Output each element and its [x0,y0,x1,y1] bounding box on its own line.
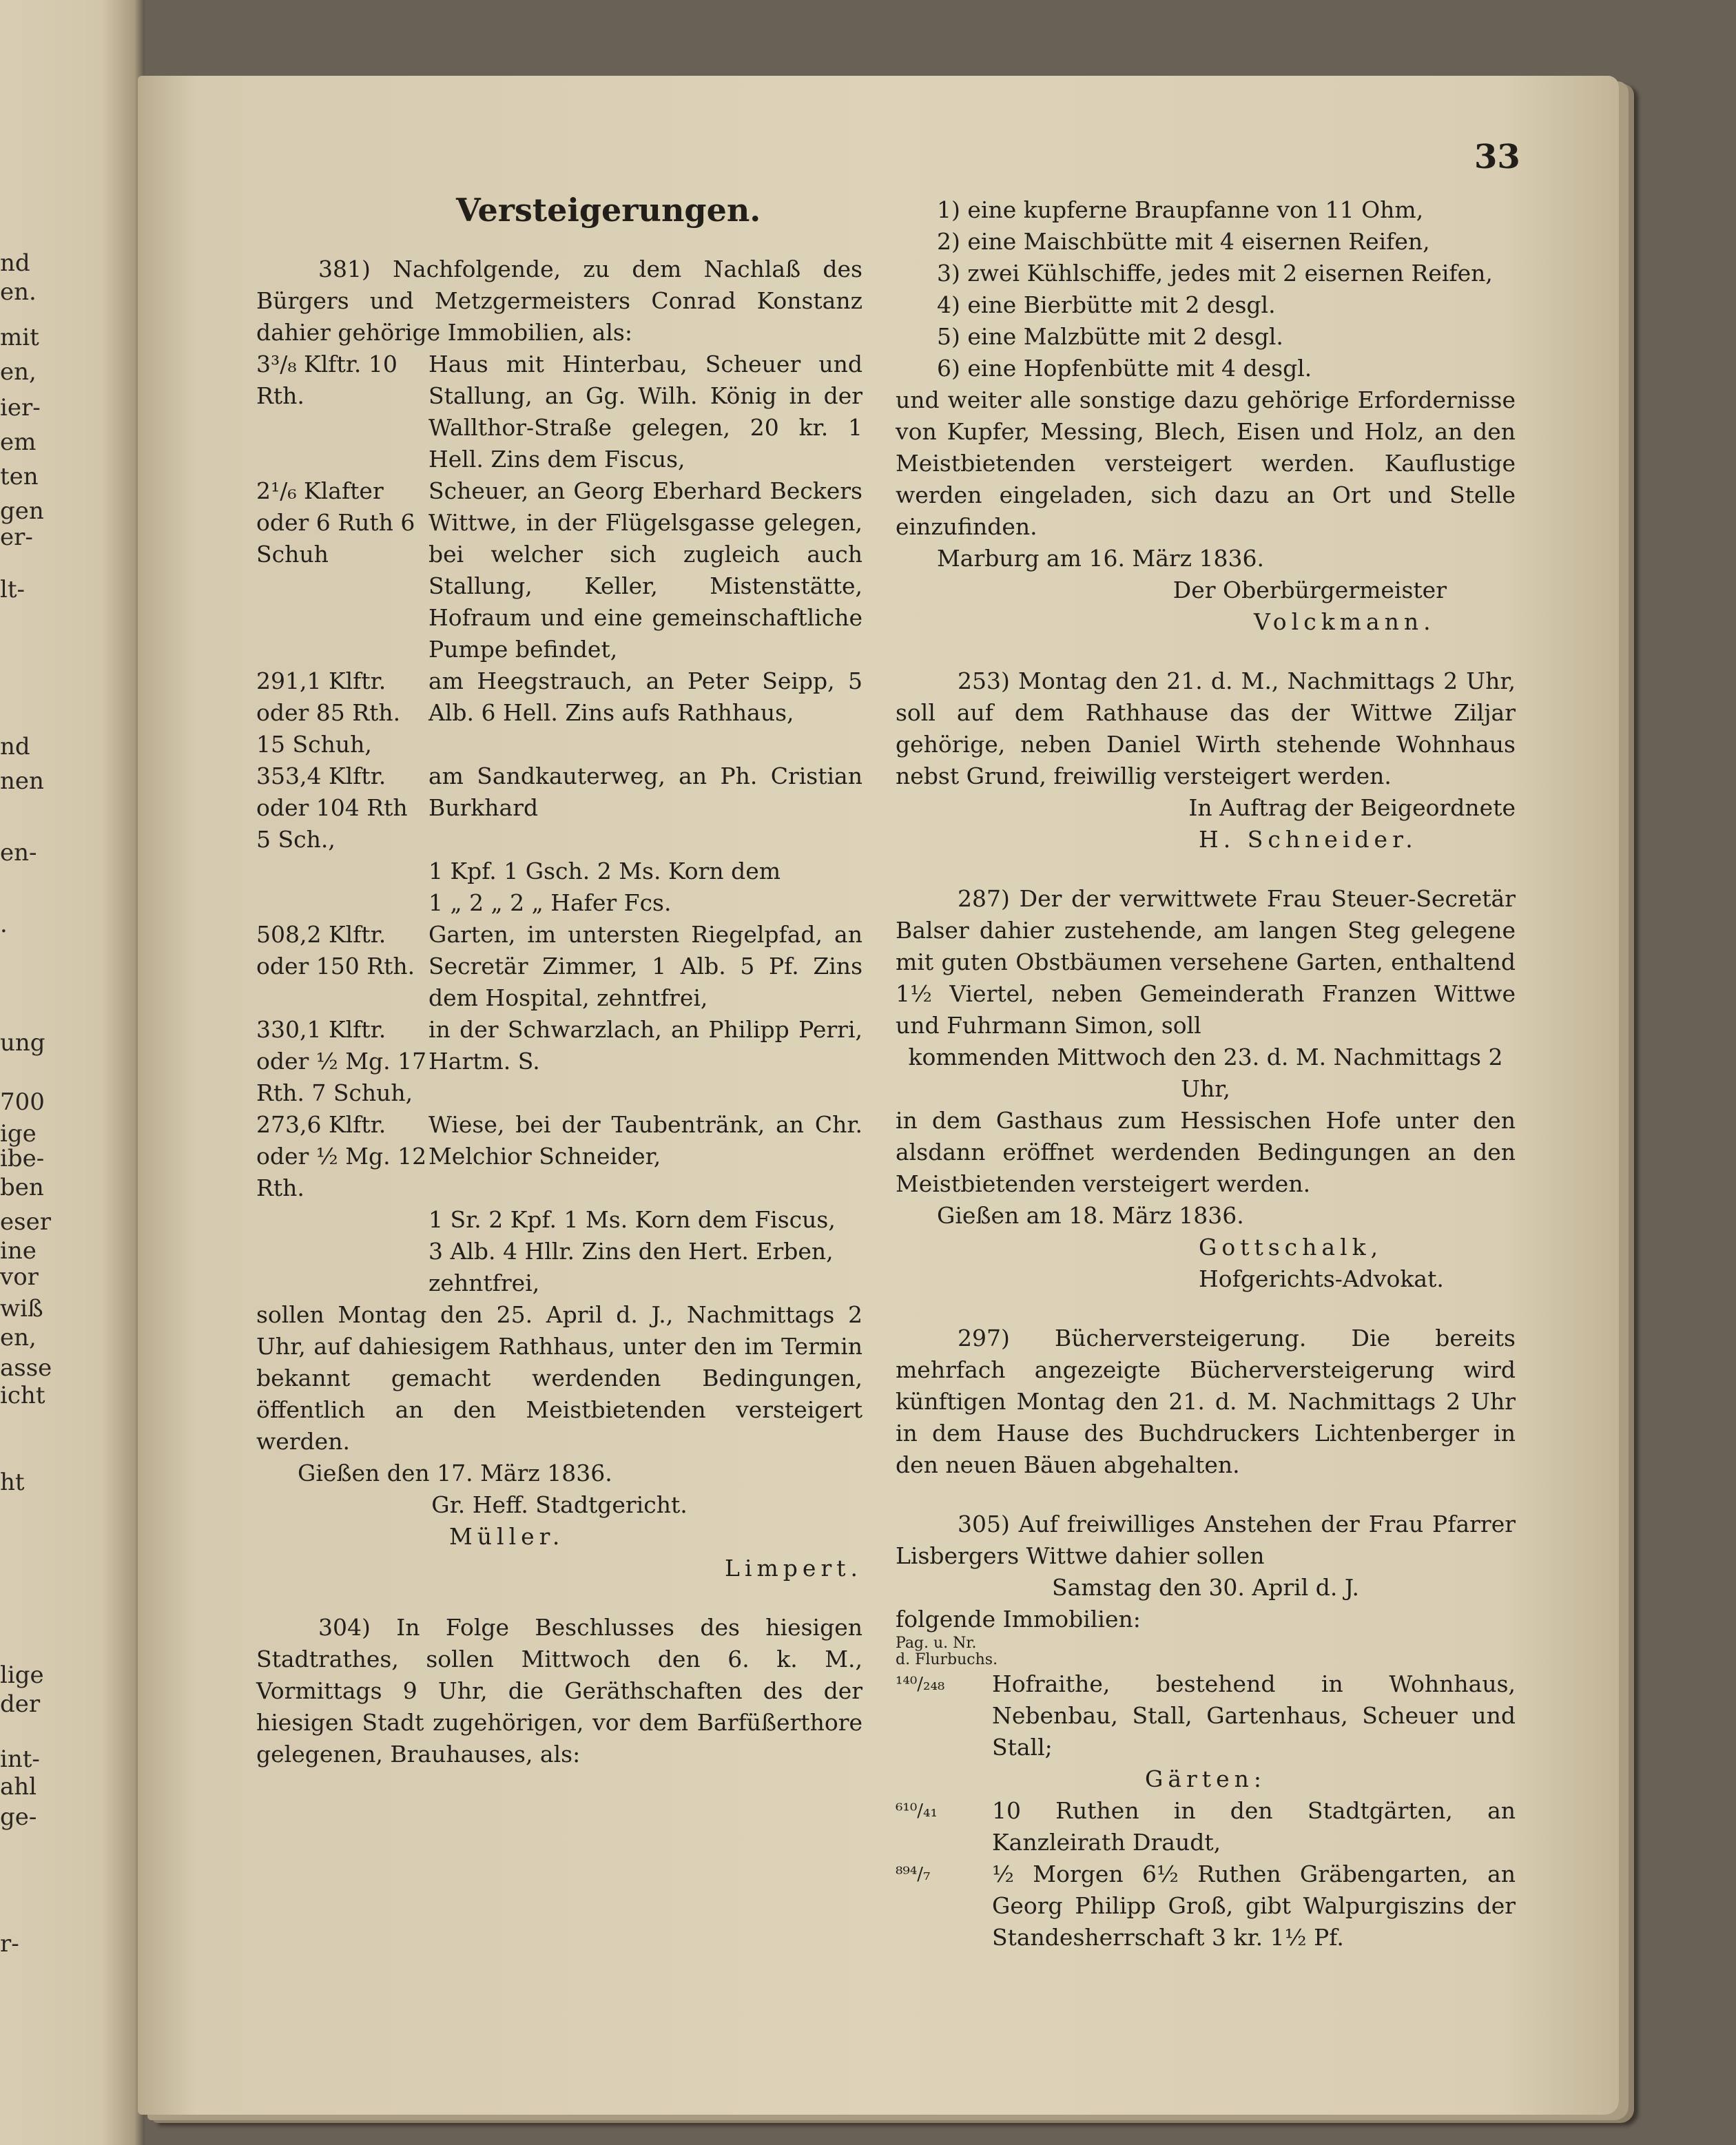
spacer [896,638,1516,665]
property-size: 330,1 Klftr. oder ½ Mg. 17 Rth. 7 Schuh, [256,1016,427,1106]
gaerten-heading: Gärten: [1145,1765,1266,1792]
spacer [256,1584,862,1612]
notice-305: 305) Auf freiwilliges Anstehen der Frau Pfarrer Lisbergers Wittwe dahier sollen [896,1511,1516,1569]
flurbuch-reference: ⁶¹⁰/₄₁ [896,1801,938,1821]
property-size: 3³/₈ Klftr. 10 Rth. [256,351,397,409]
section-heading: Versteigerungen. [456,191,761,229]
equipment-item: 6) eine Hopfenbütte mit 4 desgl. [937,355,1312,382]
notice-305-date: Samstag den 30. April d. J. [1051,1574,1359,1601]
flurbuch-reference: ¹⁴⁰/₂₄₈ [896,1674,945,1695]
left-page-fragment: r- [0,1930,19,1958]
left-page-fragment: vor [0,1263,39,1291]
notice-381-intro: 381) Nachfolgende, zu dem Nachlaß des Bürgers und Metzgermeisters Conrad Konstanz dahier gehörige Immobilien, als: [256,256,862,346]
left-page-fragment: en- [0,839,37,867]
immobilie-row [896,1858,1516,1954]
notice-287-schedule: kommenden Mittwoch den 23. d. M. Nachmittags 2 Uhr, [908,1044,1503,1102]
property-size: 291,1 Klftr. oder 85 Rth. 15 Schuh, [256,667,401,758]
left-page-edge [0,0,145,2145]
notice-381-signature: Limpert. [725,1555,862,1582]
notice-304-title: Der Oberbürgermeister [1172,577,1447,603]
left-page-fragment: em [0,428,37,456]
left-page-fragment: ige [0,1120,37,1148]
property-size: 508,2 Klftr. oder 150 Rth. [256,921,415,980]
notice-304-date: Marburg am 16. März 1836. [937,545,1265,572]
left-page-fragment: en, [0,1324,37,1351]
property-description: Garten, im untersten Riegelpfad, an Secretär Zimmer, 1 Alb. 5 Pf. Zins dem Hospital, zehntfrei, [428,921,862,1011]
property-size: 2¹/₆ Klafter oder 6 Ruth 6 Schuh [256,477,415,568]
equipment-item: 3) zwei Kühlschiffe, jedes mit 2 eisernen Reifen, [937,260,1493,287]
left-page-fragment: eser [0,1208,51,1236]
notice-305-subject: folgende Immobilien: [896,1606,1141,1633]
left-page-fragment: ge- [0,1803,37,1831]
column-right [896,194,1516,1954]
property-entry [256,1014,862,1109]
notice-253-name: H. Schneider. [1199,826,1418,853]
left-page-fragment: lt- [0,576,25,603]
left-page-fragment: ine [0,1237,37,1265]
notice-287: 287) Der der verwittwete Frau Steuer-Secretär Balser dahier zustehende, am langen Steg gelegene mit guten Obstbäumen versehene Garten, enthaltend 1½ Viertel, neben Gemeinderath Franzen Wittwe und Fuhrmann Simon, soll [896,885,1516,1039]
left-page-fragment: mit [0,324,39,351]
property-dues: 1 „ 2 „ 2 „ Hafer Fcs. [428,889,672,916]
notice-287-date: Gießen am 18. März 1836. [937,1202,1244,1229]
left-page-fragment: lige [0,1661,44,1689]
left-page-fragment: nd [0,249,30,277]
column-header: d. Flurbuchs. [896,1651,998,1668]
left-page-fragment: ben [0,1174,44,1201]
column-header: Pag. u. Nr. [896,1635,977,1652]
property-description: in der Schwarzlach, an Philipp Perri, Hartm. S. [428,1016,862,1075]
notice-304-intro: 304) In Folge Beschlusses des hiesigen Stadtrathes, sollen Mittwoch den 6. k. M., Vormittags 9 Uhr, die Geräthschaften des der hiesigen Stadt zugehörigen, vor dem Barfüßerthore gelegenen, Brauhauses, als: [256,1614,862,1768]
equipment-item: 2) eine Maischbütte mit 4 eisernen Reifen, [937,228,1430,255]
immobilie-description: Hofraithe, bestehend in Wohnhaus, Nebenbau, Stall, Gartenhaus, Scheuer und Stall; [992,1670,1516,1761]
notice-304-name: Volckmann. [1254,608,1436,635]
notice-287-name: Gottschalk, [1199,1234,1383,1261]
left-page-fragment: ahl [0,1773,37,1801]
notice-253: 253) Montag den 21. d. M., Nachmittags 2 Uhr, soll auf dem Rathhause das der Wittwe Ziljar gehörige, neben Daniel Wirth stehende Wohnhaus nebst Grund, freiwillig versteigert werden. [896,667,1516,789]
left-page-fragment: ibe- [0,1145,45,1172]
property-entry [256,1109,862,1204]
left-page-fragment: ht [0,1469,25,1496]
property-description: am Sandkauterweg, an Ph. Cristian Burkhard [428,763,862,821]
notice-381-date: Gießen den 17. März 1836. [298,1460,612,1486]
property-dues: 1 Kpf. 1 Gsch. 2 Ms. Korn dem [428,858,781,884]
left-page-fragment: nd [0,733,30,760]
left-page-fragment: · [0,918,8,945]
property-description: am Heegstrauch, an Peter Seipp, 5 Alb. 6 Hell. Zins aufs Rathhaus, [428,667,862,726]
left-page-fragment: der [0,1690,41,1718]
left-page-fragment: 700 [0,1088,45,1116]
left-page-fragment: icht [0,1382,45,1409]
left-page-fragment: ten [0,463,39,490]
spacer [896,856,1516,883]
notice-287-title: Hofgerichts-Advokat. [1199,1265,1444,1292]
equipment-item: 5) eine Malzbütte mit 2 desgl. [937,323,1283,350]
property-size: 353,4 Klftr. oder 104 Rth 5 Sch., [256,763,408,853]
left-page-fragment: en. [0,278,37,306]
property-entry [256,919,862,1014]
notice-381-signature: Müller. [449,1523,565,1550]
equipment-item: 4) eine Bierbütte mit 2 desgl. [937,291,1276,318]
notice-381-court: Gr. Heff. Stadtgericht. [431,1491,688,1518]
property-entry [256,760,862,856]
property-description: Wiese, bei der Taubentränk, an Chr. Melchior Schneider, [428,1111,862,1170]
property-dues: 3 Alb. 4 Hllr. Zins den Hert. Erben, zehntfrei, [428,1238,834,1296]
spacer [896,1481,1516,1509]
page-number: 33 [1474,138,1520,176]
immobilie-description: ½ Morgen 6½ Ruthen Gräbengarten, an Georg Philipp Groß, gibt Walpurgiszins der Standesherrschaft 3 kr. 1½ Pf. [992,1861,1516,1951]
notice-297: 297) Bücherversteigerung. Die bereits mehrfach angezeigte Bücherversteigerung wird künftigen Montag den 21. d. M. Nachmittags 2 Uhr in dem Hause des Buchdruckers Lichtenberger in den neuen Bäuen abgehalten. [896,1325,1516,1478]
immobilie-row [896,1795,1516,1858]
notice-287-close: in dem Gasthaus zum Hessischen Hofe unter den alsdann eröffnet werdenden Bedingungen an den Meistbietenden versteigert werden. [896,1107,1516,1197]
left-page-fragment: ier- [0,394,41,422]
left-page-fragment: asse [0,1354,52,1382]
notice-381-close: sollen Montag den 25. April d. J., Nachmittags 2 Uhr, auf dahiesigem Rathhaus, unter den im Termin bekannt gemacht werdenden Bedingungen, öffentlich an den Meistbietenden versteigert werden. [256,1301,862,1455]
left-page-fragment: int- [0,1745,40,1773]
notice-253-authority: In Auftrag der Beigeordnete [1188,794,1516,821]
left-page-fragment: en, [0,358,37,386]
column-left [256,191,862,1770]
left-page-fragment: er- [0,524,33,551]
property-description: Haus mit Hinterbau, Scheuer und Stallung, an Gg. Wilh. König in der Wallthor-Straße gelegen, 20 kr. 1 Hell. Zins dem Fiscus, [428,351,862,473]
left-page-fragment: nen [0,767,44,795]
property-dues: 1 Sr. 2 Kpf. 1 Ms. Korn dem Fiscus, [428,1206,836,1233]
property-entry [256,349,862,475]
flurbuch-reference: ⁸⁹⁴/₇ [896,1864,931,1885]
notice-304-close: und weiter alle sonstige dazu gehörige Erfordernisse von Kupfer, Messing, Blech, Eisen und Holz, an den Meistbietenden versteigert werden. Kauflustige werden eingeladen, sich dazu an Ort und Stelle einzufinden. [896,386,1516,540]
left-page-fragment: wiß [0,1295,43,1323]
property-entry [256,665,862,760]
immobilie-description: 10 Ruthen in den Stadtgärten, an Kanzleirath Draudt, [992,1797,1516,1856]
property-description: Scheuer, an Georg Eberhard Beckers Wittwe, in der Flügelsgasse gelegen, bei welcher sich zugleich auch Stallung, Keller, Mistenstätte, Hofraum und eine gemeinschaftliche Pumpe befindet, [428,477,862,663]
spacer [896,1295,1516,1323]
equipment-item: 1) eine kupferne Braupfanne von 11 Ohm, [937,196,1424,223]
property-entry [256,475,862,665]
left-page-fragment: ung [0,1029,45,1057]
property-size: 273,6 Klftr. oder ½ Mg. 12 Rth. [256,1111,427,1201]
left-page-fragment: gen [0,497,44,525]
immobilie-row [896,1668,1516,1763]
